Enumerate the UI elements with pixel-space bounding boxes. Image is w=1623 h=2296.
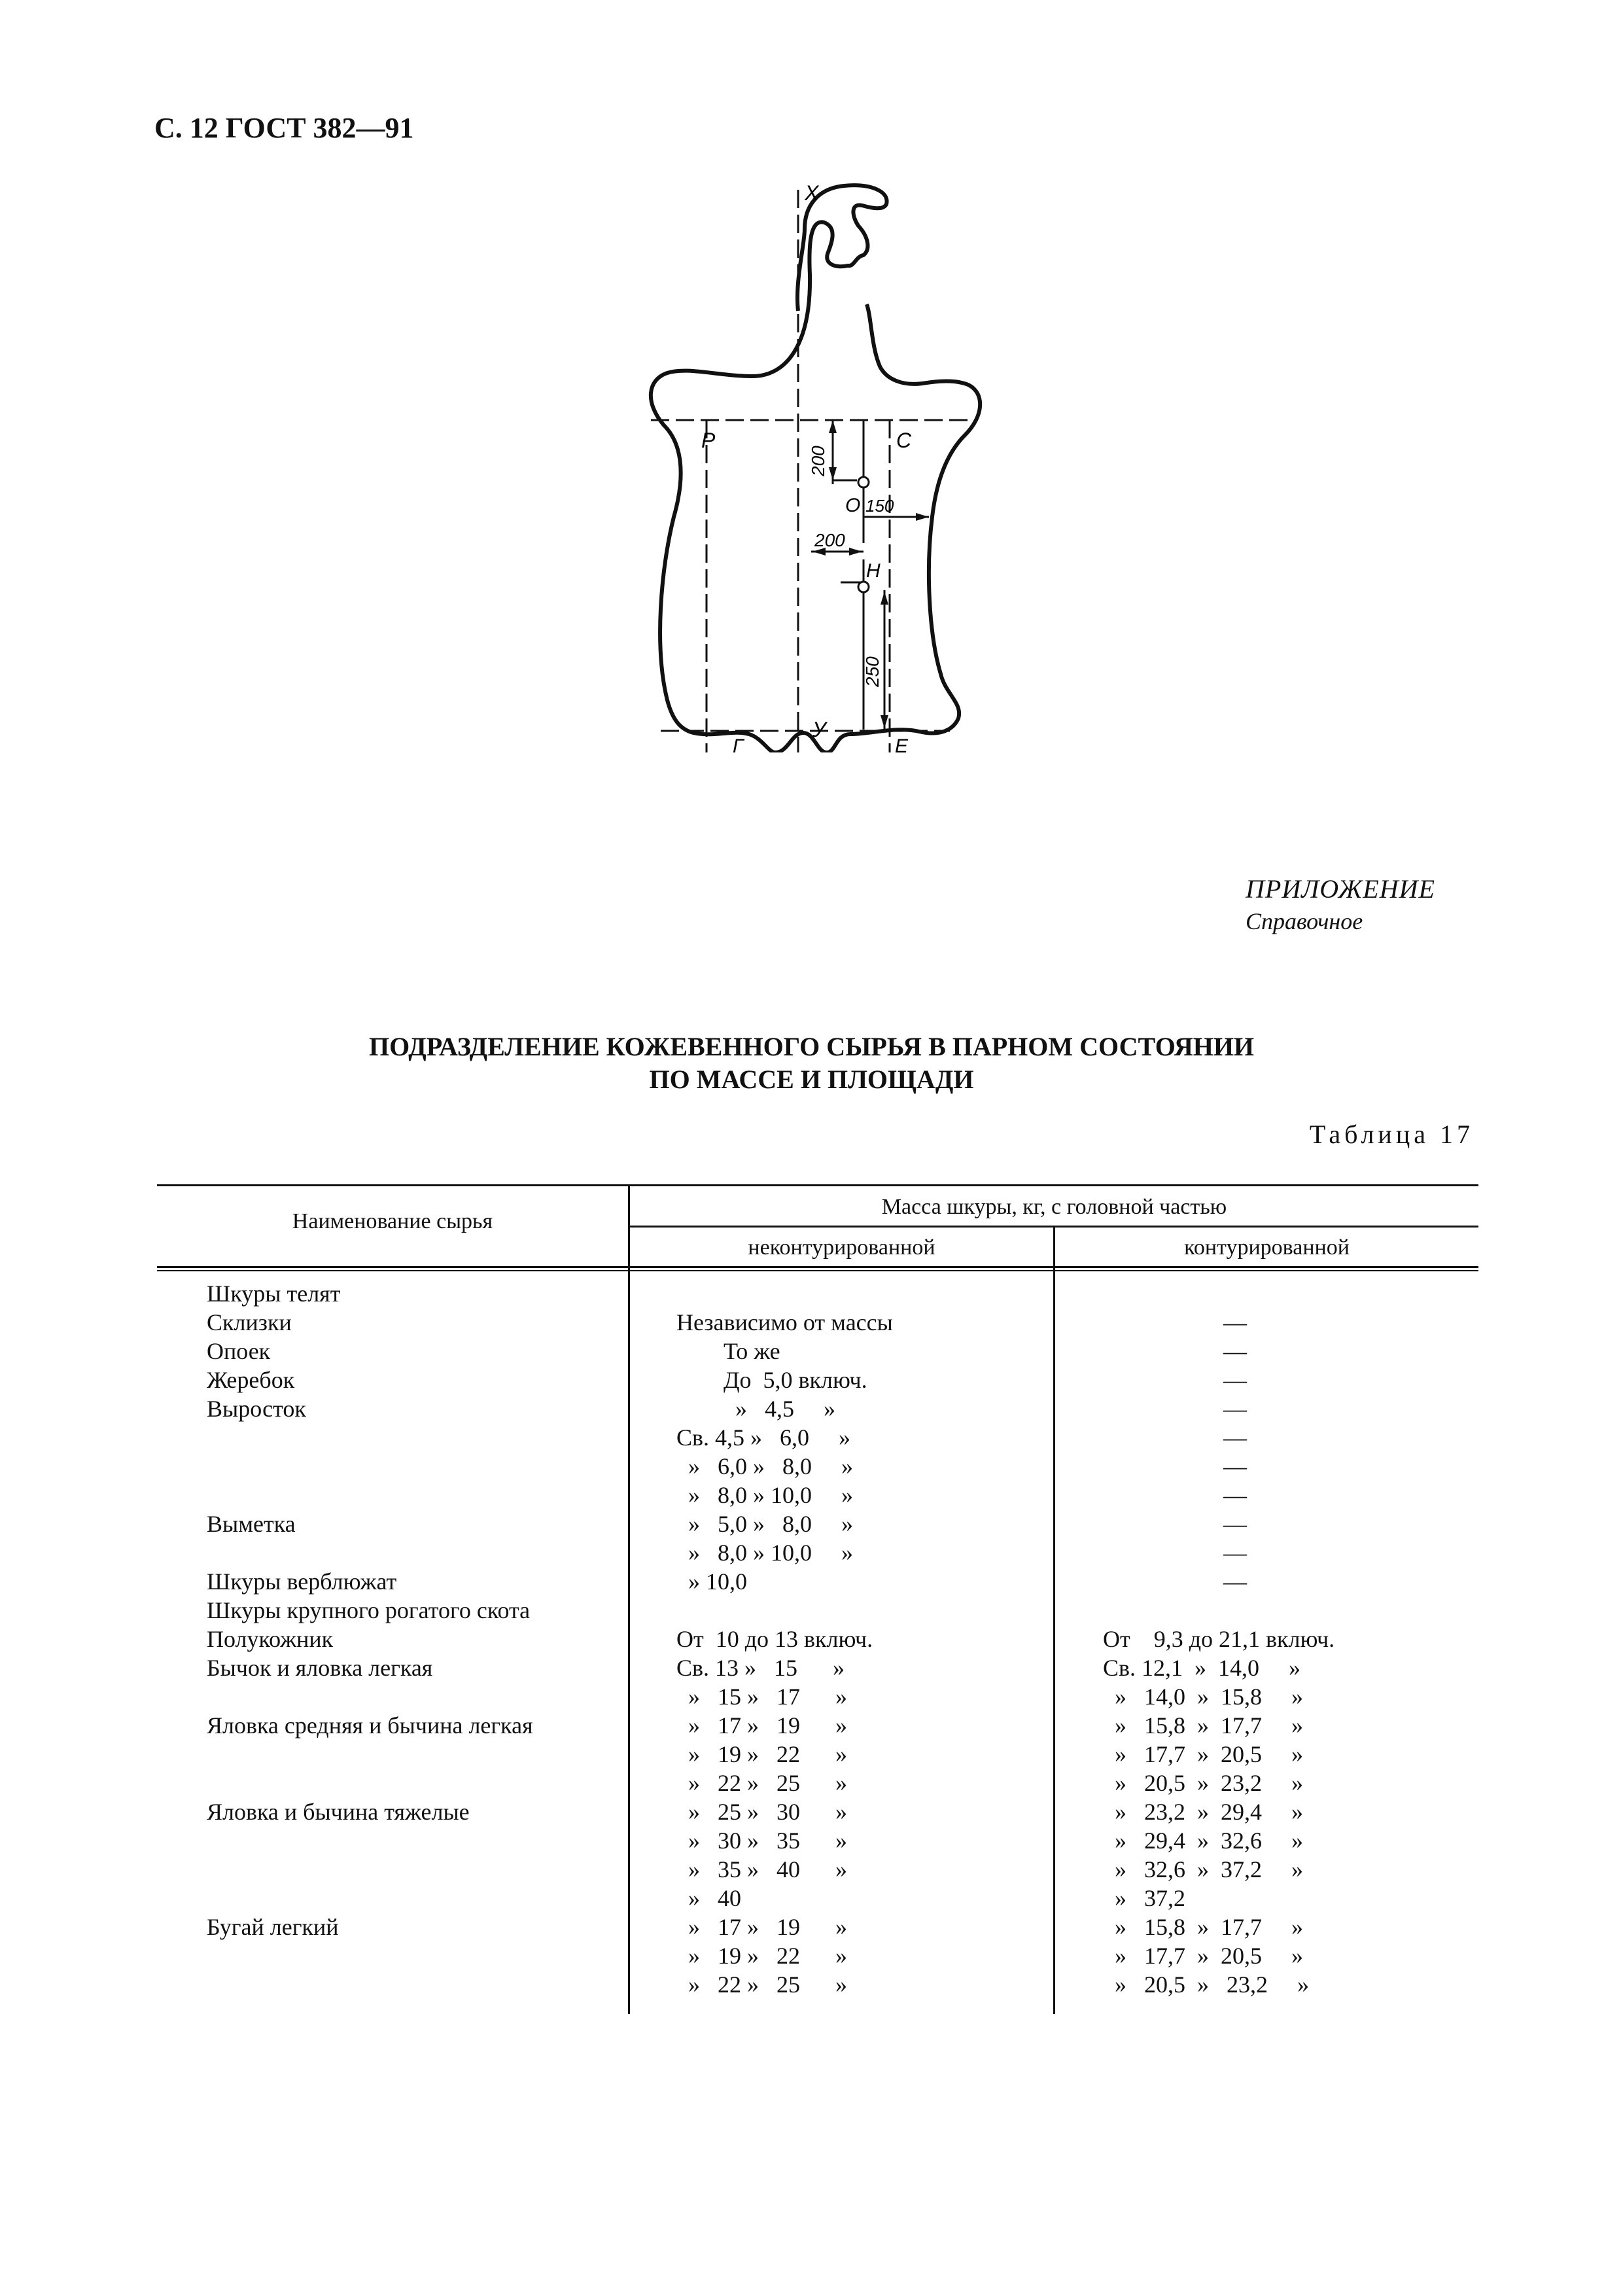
header-contoured: контурированной: [1184, 1235, 1350, 1260]
table-row: [0, 1366, 1623, 1394]
table-label: Таблица 17: [1309, 1120, 1474, 1149]
cell-contoured: От 9,3 до 21,1 включ.: [1103, 1626, 1335, 1652]
cell-contoured: —: [1223, 1540, 1247, 1566]
cell-name: Склизки: [207, 1309, 292, 1335]
table-row: [0, 1855, 1623, 1884]
cell-uncontoured: » 17 » 19 »: [676, 1712, 847, 1739]
table-row: [0, 1423, 1623, 1452]
cell-name: Яловка и бычина тяжелые: [207, 1799, 470, 1825]
table-row: [0, 1913, 1623, 1941]
header-mass: Масса шкуры, кг, с головной частью: [881, 1195, 1227, 1219]
header-bottom-rule-2: [157, 1270, 1478, 1271]
cell-uncontoured: » 40: [676, 1885, 741, 1911]
cell-name: Шкуры крупного рогатого скота: [207, 1597, 531, 1623]
cell-contoured: » 23,2 » 29,4 »: [1103, 1799, 1303, 1825]
cell-contoured: —: [1223, 1338, 1247, 1364]
table-row: [0, 1826, 1623, 1855]
dim-200-vertical: 200: [808, 446, 828, 476]
cell-uncontoured: » 10,0: [676, 1568, 747, 1595]
table-row: [0, 1337, 1623, 1366]
cell-contoured: » 20,5 » 23,2 »: [1103, 1971, 1309, 1998]
label-y: У: [812, 718, 826, 741]
cell-contoured: —: [1223, 1396, 1247, 1422]
header-uncontoured: неконтурированной: [748, 1235, 935, 1260]
table-row: [0, 1538, 1623, 1567]
header-name: Наименование сырья: [292, 1209, 493, 1233]
table-row: [0, 1510, 1623, 1538]
cell-name: Выросток: [207, 1396, 306, 1422]
cell-contoured: » 37,2: [1103, 1885, 1185, 1911]
cell-name: Полукожник: [207, 1626, 334, 1652]
cell-contoured: » 14,0 » 15,8 »: [1103, 1684, 1303, 1710]
cell-uncontoured: » 22 » 25 »: [676, 1971, 847, 1998]
table-row: [0, 1884, 1623, 1913]
table-row: [0, 1711, 1623, 1740]
table-row: [0, 1625, 1623, 1653]
cell-uncontoured: От 10 до 13 включ.: [676, 1626, 873, 1652]
cell-uncontoured: Св. 4,5 » 6,0 »: [676, 1424, 851, 1451]
cell-contoured: » 29,4 » 32,6 »: [1103, 1828, 1303, 1854]
cell-contoured: » 17,7 » 20,5 »: [1103, 1943, 1303, 1969]
cell-contoured: —: [1223, 1511, 1247, 1537]
cell-uncontoured: » 25 » 30 »: [676, 1799, 847, 1825]
cell-uncontoured: » 35 » 40 »: [676, 1856, 847, 1882]
table-row: [0, 1308, 1623, 1337]
cell-uncontoured: » 5,0 » 8,0 »: [676, 1511, 853, 1537]
cell-uncontoured: » 17 » 19 »: [676, 1914, 847, 1940]
table-row: [0, 1481, 1623, 1510]
cell-contoured: » 17,7 » 20,5 »: [1103, 1741, 1303, 1767]
dim-150: 150: [865, 496, 894, 516]
cell-name: Жеребок: [207, 1367, 295, 1393]
label-p: Р: [701, 429, 716, 452]
point-h: [858, 582, 869, 592]
cell-uncontoured: » 19 » 22 »: [676, 1741, 847, 1767]
cell-contoured: —: [1223, 1568, 1247, 1595]
cell-uncontoured: Св. 13 » 15 »: [676, 1655, 845, 1681]
document-title: [0, 1031, 1623, 1096]
label-x: X: [805, 181, 819, 205]
cell-contoured: Св. 12,1 » 14,0 »: [1103, 1655, 1301, 1681]
title-line-2: ПО МАССЕ И ПЛОЩАДИ: [649, 1065, 974, 1094]
cell-contoured: » 20,5 » 23,2 »: [1103, 1770, 1303, 1796]
table-row: [0, 1596, 1623, 1625]
cell-uncontoured: » 19 » 22 »: [676, 1943, 847, 1969]
cell-contoured: —: [1223, 1482, 1247, 1508]
page-header: С. 12 ГОСТ 382—91: [154, 112, 414, 144]
cell-uncontoured: » 8,0 » 10,0 »: [676, 1482, 853, 1508]
table-row: [0, 1452, 1623, 1481]
label-g: Г: [733, 735, 744, 752]
cell-name: Опоек: [207, 1338, 271, 1364]
cell-uncontoured: » 30 » 35 »: [676, 1828, 847, 1854]
cell-uncontoured: » 15 » 17 »: [676, 1684, 847, 1710]
cell-contoured: —: [1223, 1424, 1247, 1451]
cell-name: Выметка: [207, 1511, 296, 1537]
hide-diagram: [628, 177, 994, 752]
cell-contoured: —: [1223, 1453, 1247, 1479]
cell-name: Шкуры телят: [207, 1280, 341, 1307]
table-row: [0, 1394, 1623, 1423]
cell-uncontoured: Независимо от массы: [676, 1309, 893, 1335]
label-h: Н: [866, 560, 881, 582]
point-o: [858, 477, 869, 487]
dim-250: 250: [862, 656, 882, 687]
table-row: [0, 1970, 1623, 1999]
label-c: С: [896, 429, 912, 452]
cell-uncontoured: » 22 » 25 »: [676, 1770, 847, 1796]
dim-200-horizontal: 200: [814, 530, 845, 550]
cell-contoured: —: [1223, 1367, 1247, 1393]
cell-contoured: » 32,6 » 37,2 »: [1103, 1856, 1303, 1882]
table-row: [0, 1567, 1623, 1596]
cell-uncontoured: До 5,0 включ.: [676, 1367, 867, 1393]
table-row: [0, 1797, 1623, 1826]
table-row: [0, 1740, 1623, 1769]
cell-uncontoured: То же: [676, 1338, 780, 1364]
cell-contoured: » 15,8 » 17,7 »: [1103, 1914, 1303, 1940]
cell-contoured: » 15,8 » 17,7 »: [1103, 1712, 1303, 1739]
appendix-type: Справочное: [1246, 908, 1363, 934]
title-line-1: ПОДРАЗДЕЛЕНИЕ КОЖЕВЕННОГО СЫРЬЯ В ПАРНОМ СОСТОЯНИИ: [368, 1032, 1255, 1061]
table-row: [0, 1769, 1623, 1797]
cell-uncontoured: » 6,0 » 8,0 »: [676, 1453, 853, 1479]
table-row: [0, 1682, 1623, 1711]
table-row: [0, 1653, 1623, 1682]
header-bottom-rule: [157, 1266, 1478, 1268]
label-o: О: [845, 495, 861, 516]
table-top-rule: [157, 1184, 1478, 1186]
table-row: [0, 1279, 1623, 1308]
cell-uncontoured: » 4,5 »: [676, 1396, 835, 1422]
cell-name: Яловка средняя и бычина легкая: [207, 1712, 533, 1739]
cell-contoured: —: [1223, 1309, 1247, 1335]
label-e: Е: [895, 735, 909, 752]
table-body: [0, 1279, 1623, 2012]
cell-name: Шкуры верблюжат: [207, 1568, 397, 1595]
table-row: [0, 1941, 1623, 1970]
appendix-label: ПРИЛОЖЕНИЕ: [1246, 874, 1435, 904]
cell-name: Бычок и яловка легкая: [207, 1655, 433, 1681]
cell-name: Бугай легкий: [207, 1914, 339, 1940]
cell-uncontoured: » 8,0 » 10,0 »: [676, 1540, 853, 1566]
